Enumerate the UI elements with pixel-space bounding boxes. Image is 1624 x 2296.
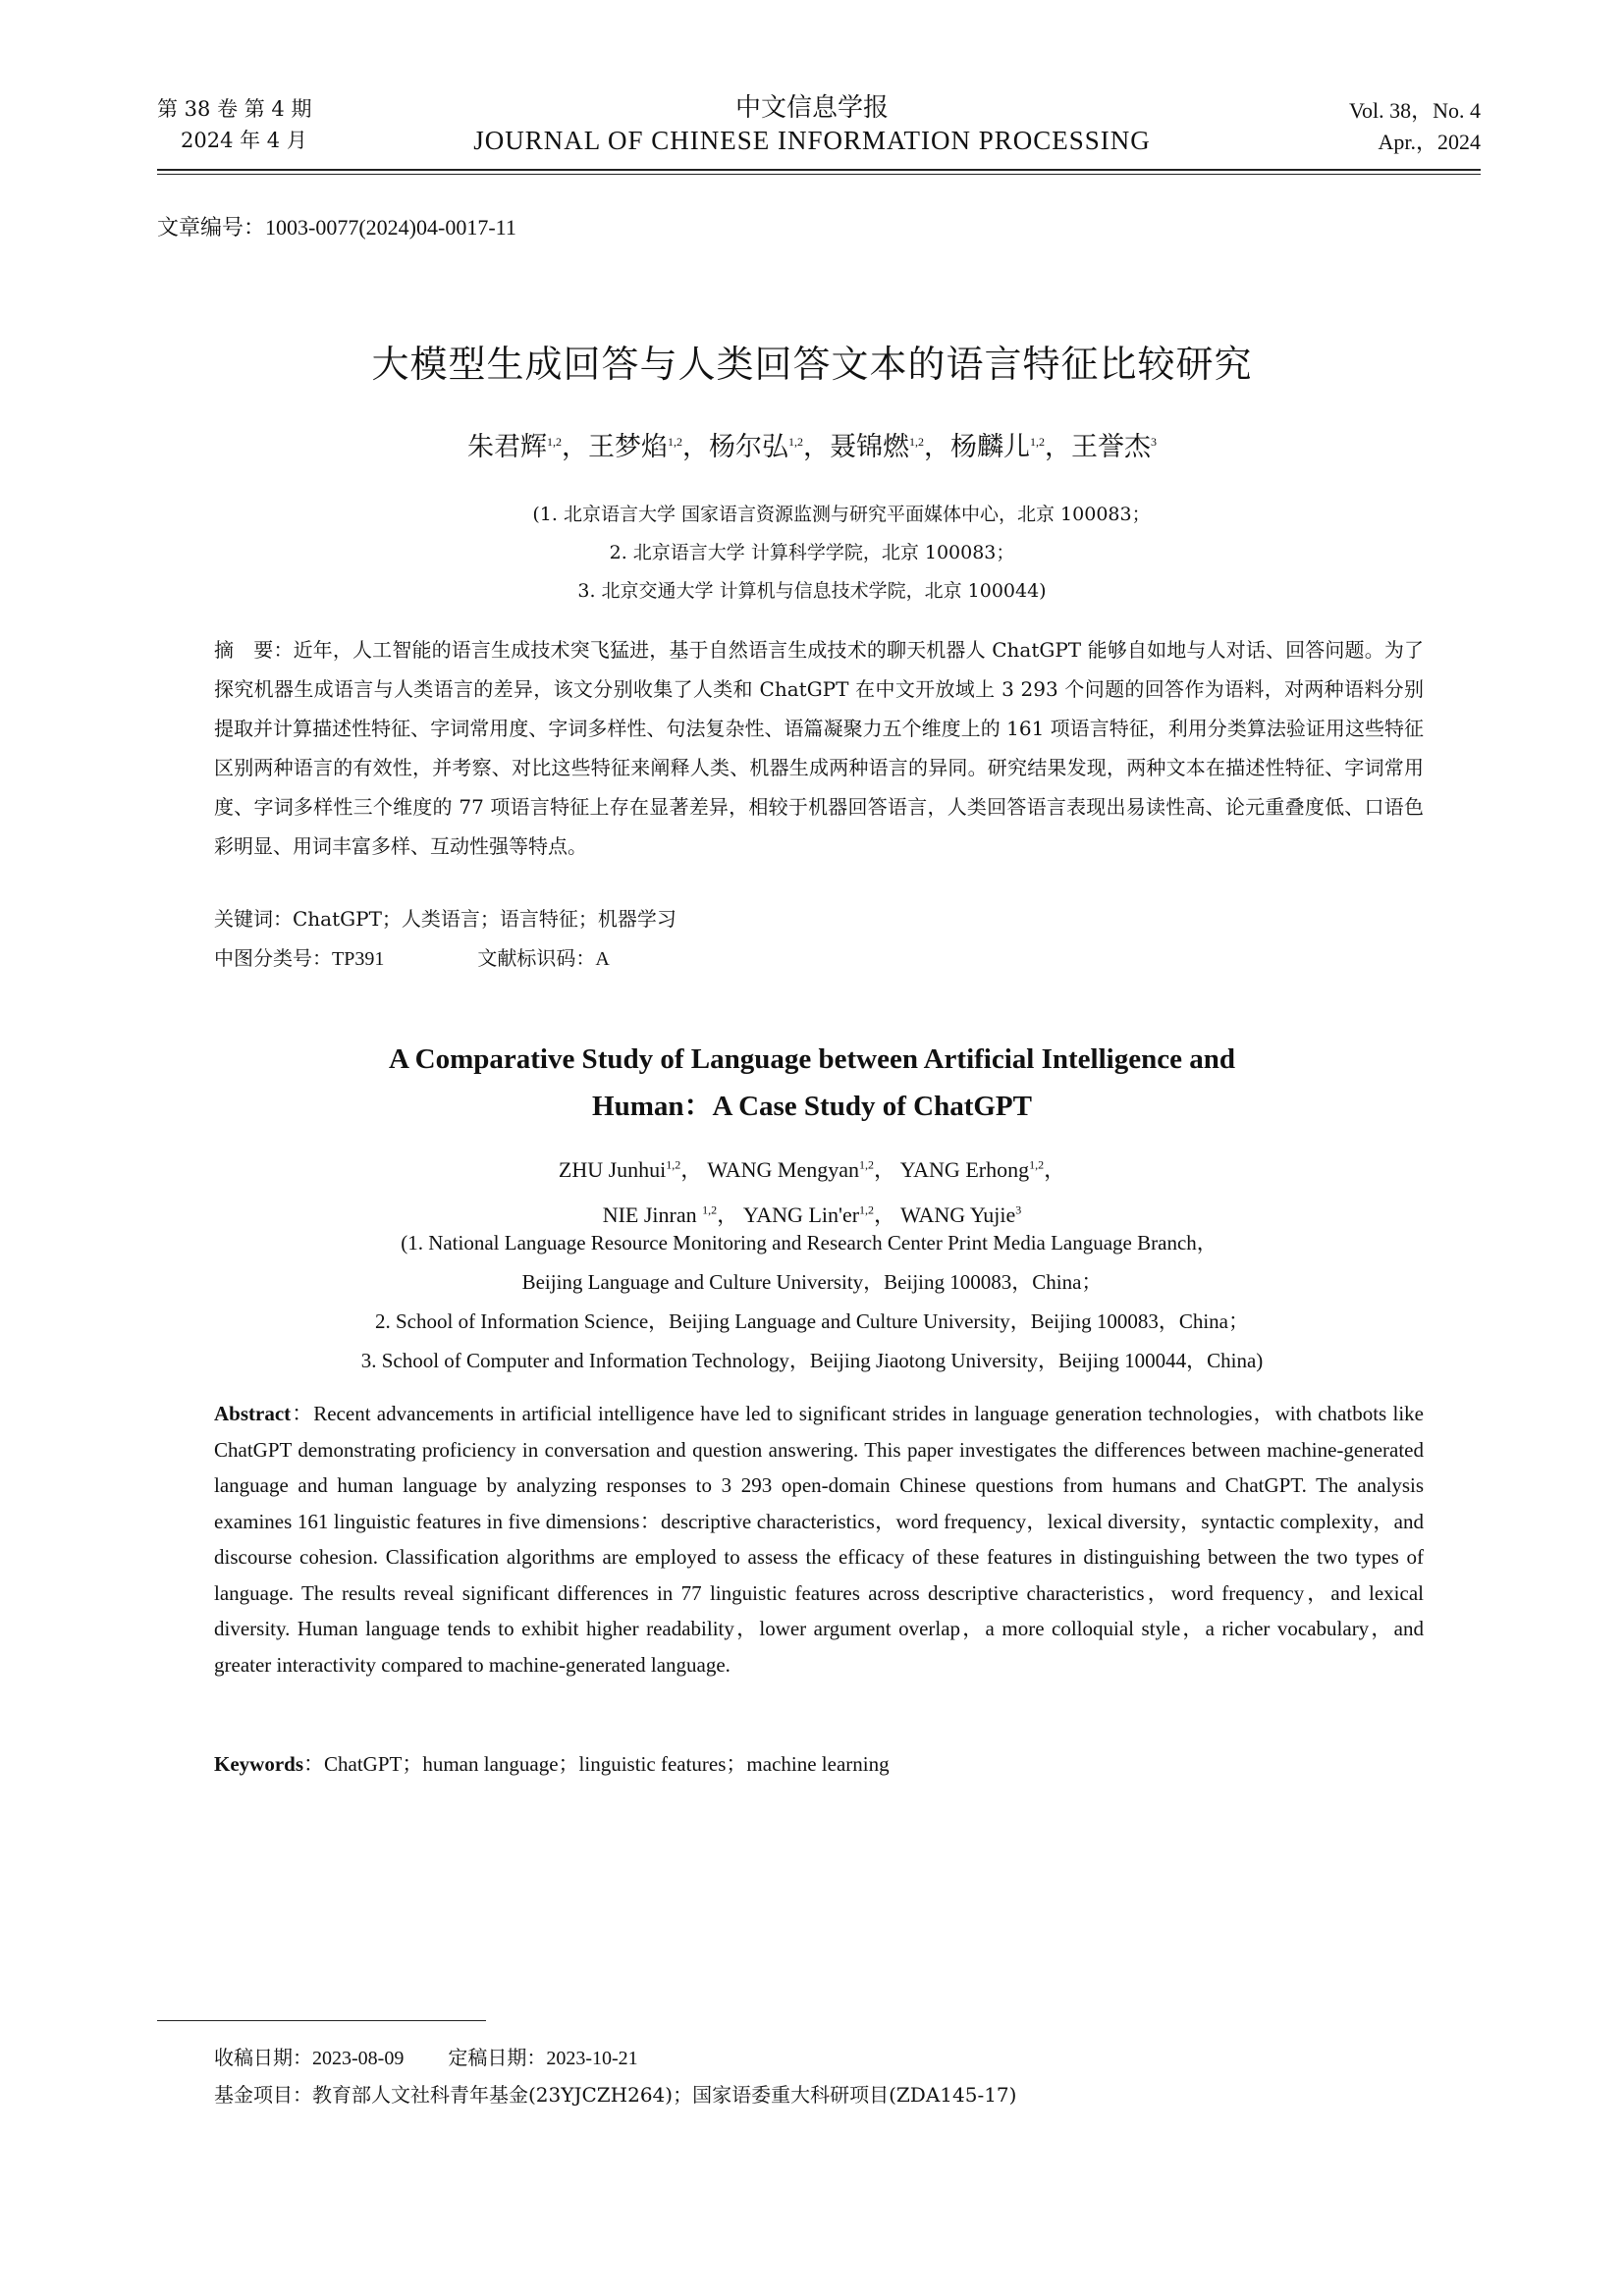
cn-authors [0, 425, 1624, 463]
en-title-line: A Comparative Study of Language between Artificial Intelligence and [389, 1043, 1235, 1075]
footnote-rule [157, 2020, 486, 2021]
issue-date-cn: 2024 年 4 月 [181, 129, 307, 152]
en-title-line: Human：A Case Study of ChatGPT [592, 1091, 1032, 1122]
article-number-label: 文章编号： [157, 216, 266, 240]
accepted-date: 2023-10-21 [546, 2048, 638, 2069]
header-left [157, 93, 311, 156]
en-abstract [214, 1396, 1424, 1682]
footnote-dates [214, 2042, 638, 2070]
journal-name [422, 91, 1202, 156]
accepted-label: 定稿日期： [448, 2046, 547, 2069]
author: ZHU Junhui$^{1,2}$， [558, 1157, 703, 1183]
en-authors-line [0, 1146, 1624, 1190]
volume-en: Vol. 38，No. 4 [1348, 98, 1481, 123]
cn-title: 大模型生成回答与人类回答文本的语言特征比较研究 [371, 343, 1253, 386]
cn-keywords-text: ChatGPT；人类语言；语言特征；机器学习 [293, 907, 677, 931]
en-title [0, 1036, 1624, 1130]
author: YANG Lin'er$^{1,2}$， [742, 1201, 896, 1227]
doc-code-value: A [595, 948, 610, 970]
journal-name-en: JOURNAL OF CHINESE INFORMATION PROCESSING [473, 126, 1151, 155]
fund-text: 教育部人文社科青年基金(23YJCZH264)；国家语委重大科研项目(ZDA145-17) [312, 2083, 1017, 2107]
fund-label: 基金项目： [214, 2083, 312, 2107]
journal-name-cn: 中文信息学报 [734, 93, 889, 123]
cn-abstract-label: 摘 要： [214, 638, 294, 662]
clc-label: 中图分类号： [214, 946, 332, 970]
cn-keywords-label: 关键词： [214, 907, 293, 931]
en-keywords-text: ：ChatGPT；human language；linguistic features；machine learning [303, 1752, 890, 1776]
header-rule-thin [157, 174, 1481, 175]
cn-abstract-text: 近年，人工智能的语言生成技术突飞猛进，基于自然语言生成技术的聊天机器人 ChatGPT 能够自如地与人对话、回答问题。为了探究机器生成语言与人类语言的差异，该文分别收集了人类和 ChatGPT 在中文开放域上 3 293 个问题的回答作为语料，对两种语料分别提取并计算描述性特征、字词常用度、字词多样性、句法复杂性、语篇凝聚力五个维度上的 161 项语言特征，利用分类算法验证用这些特征区别两种语言的有效性，并考察、对比这些特征来阐释人类、机器生成两种语言的异同。研究结果发现，两种文本在描述性特征、字词常用度、字词多样性三个维度的 77 项语言特征上存在显著差异，相较于机器回答语言，人类回答语言表现出易读性高、论元重叠度低、口语色彩明显、用词丰富多样、互动性强等特点。 [214, 638, 1424, 858]
en-abstract-text: ：Recent advancements in artificial intelligence have led to significant strides in language generation technologies，with chatbots like ChatGPT demonstrating proficiency in conversation and question answering. This paper investigates the differences between machine-generated language and human language by analyzing responses to 3 293 open-domain Chinese questions from humans and ChatGPT. The analysis examines 161 linguistic features in five dimensions：descriptive characteristics，word frequency，lexical diversity，syntactic complexity，and discourse cohesion. Classification algorithms are employed to assess the efficacy of these features in distinguishing between the two types of language. The results reveal significant differences in 77 linguistic features across descriptive characteristics，word frequency，and lexical diversity. Human language tends to exhibit higher readability，lower argument overlap，a more colloquial style，a richer vocabulary，and greater interactivity compared to machine-generated language. [214, 1402, 1424, 1677]
en-keywords [214, 1748, 890, 1778]
author: WANG Mengyan$^{1,2}$， [707, 1157, 896, 1183]
cn-affiliation: (1. 北京语言大学 国家语言资源监测与研究平面媒体中心，北京 100083； [532, 504, 1151, 525]
en-affiliations [0, 1223, 1624, 1380]
doc-code-label: 文献标识码： [477, 946, 596, 970]
cn-affiliation: 2. 北京语言大学 计算科学学院，北京 100083； [609, 542, 1015, 563]
author: 王誉杰$^3$ [1071, 432, 1157, 462]
cn-abstract [214, 630, 1424, 866]
article-number [157, 211, 516, 241]
author: 朱君辉$^{1,2}$， [467, 432, 588, 462]
en-keywords-label: Keywords [214, 1752, 303, 1776]
received-label: 收稿日期： [214, 2046, 312, 2069]
author: 杨尔弘$^{1,2}$， [709, 432, 830, 462]
cn-affiliations [0, 496, 1624, 611]
en-authors [0, 1146, 1624, 1235]
issue-date-en: Apr.，2024 [1378, 130, 1481, 154]
cn-keywords [214, 903, 677, 932]
volume-issue: 第 38 卷 第 4 期 [157, 97, 312, 121]
en-affiliation: Beijing Language and Culture University，Beijing 100083，China； [521, 1270, 1103, 1294]
author: YANG Erhong$^{1,2}$， [899, 1157, 1066, 1183]
clc-value: TP391 [332, 948, 385, 970]
en-affiliation: 3. School of Computer and Information Technology，Beijing Jiaotong University，Beijing 100044，China) [360, 1349, 1264, 1372]
en-affiliation: 2. School of Information Science，Beijing Language and Culture University，Beijing 100083，China； [374, 1309, 1249, 1333]
cn-affiliation: 3. 北京交通大学 计算机与信息技术学院，北京 100044) [577, 580, 1047, 602]
article-number-value: 1003-0077(2024)04-0017-11 [265, 215, 516, 240]
received-date: 2023-08-09 [312, 2048, 405, 2069]
author: NIE Jinran $^{1,2}$， [602, 1201, 739, 1227]
cn-classification [214, 942, 610, 971]
header-right [1349, 95, 1481, 158]
author: WANG Yujie$^3$ [900, 1201, 1022, 1227]
author: 杨麟儿$^{1,2}$， [950, 432, 1071, 462]
footnote-fund [214, 2079, 1016, 2108]
en-abstract-label: Abstract [214, 1402, 292, 1425]
author: 聂锦燃$^{1,2}$， [830, 432, 950, 462]
header-rule-thick [157, 169, 1481, 171]
en-affiliation: (1. National Language Resource Monitoring and Research Center Print Media Language Branch， [401, 1231, 1218, 1255]
author: 王梦焰$^{1,2}$， [588, 432, 709, 462]
